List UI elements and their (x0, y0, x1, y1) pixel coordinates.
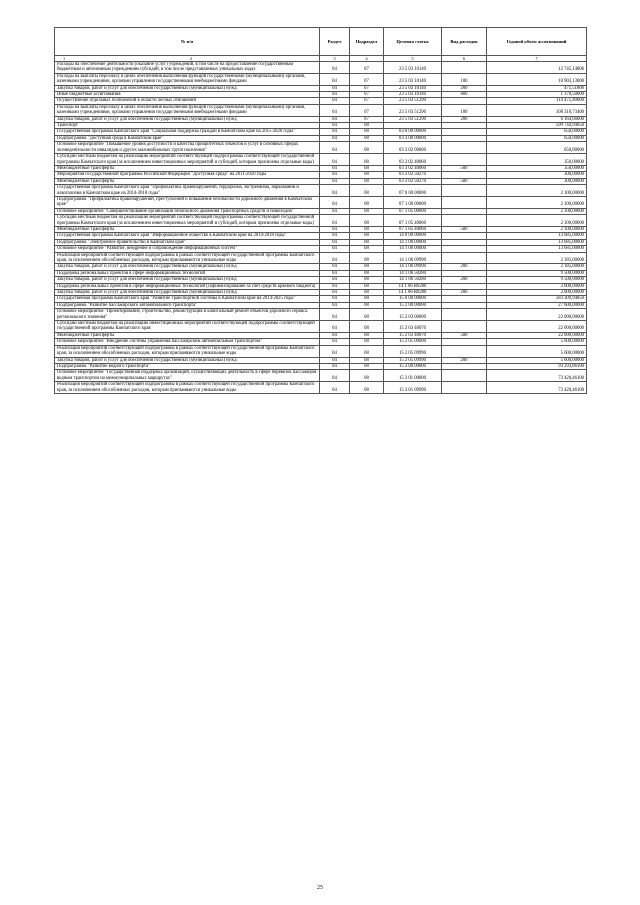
row-target-article: 23 5 03 10140 (384, 92, 442, 98)
row-amount: 27 600,00000 (487, 302, 587, 308)
row-expense-type (442, 382, 487, 394)
row-podrazdel: 08 (350, 208, 384, 214)
row-target-article: 15 2 03 40070 (384, 332, 442, 338)
row-expense-type (442, 321, 487, 333)
row-expense-type: 200 (442, 264, 487, 270)
row-target-article: 23 5 03 51290 (384, 104, 442, 116)
row-amount: 650,00000 (487, 135, 587, 141)
row-podrazdel: 08 (350, 296, 384, 302)
row-target-article: 07 0 00 00000 (384, 185, 442, 197)
row-podrazdel: 08 (350, 172, 384, 178)
row-target-article: 14 0 00 00000 (384, 233, 442, 239)
row-razdel: 04 (320, 165, 350, 171)
table-row (55, 321, 587, 333)
row-expense-type (442, 345, 487, 357)
row-amount: 2 185,00000 (487, 252, 587, 264)
row-name: Основное мероприятие "Развитие, внедрение и сопровождение информационных систем" (55, 246, 320, 252)
row-amount: 2 185,00000 (487, 264, 587, 270)
row-podrazdel: 08 (350, 264, 384, 270)
row-name: Реализация мероприятий соответствующей подпрограммы в рамках соответствующей государственной программы Камчатского края, за исключением обособленных расходов, которым присваиваются уникальные коды (55, 345, 320, 357)
row-target-article: 15 2 05 09990 (384, 345, 442, 357)
row-razdel: 04 (320, 135, 350, 141)
row-target-article: 03 3 02 00000 (384, 142, 442, 154)
row-podrazdel: 08 (350, 226, 384, 232)
row-expense-type: 200 (442, 357, 487, 363)
row-podrazdel: 08 (350, 357, 384, 363)
row-name: Расходы на обеспечение деятельности (оказание услуг) учреждений, в том числе на предоставление государственным бюджетным и автономным учреждениям субсидий, в том числе представляемых уникальных кодах (55, 62, 320, 74)
row-podrazdel: 08 (350, 277, 384, 283)
row-name: Закупка товаров, работ и услуг для обеспечения государственных (муниципальных) нужд (55, 116, 320, 122)
row-podrazdel: 07 (350, 62, 384, 74)
row-podrazdel: 08 (350, 196, 384, 208)
row-razdel: 04 (320, 290, 350, 296)
header-row (55, 28, 587, 56)
row-razdel: 04 (320, 185, 350, 197)
row-expense-type (442, 215, 487, 227)
row-podrazdel: 07 (350, 73, 384, 85)
row-name: Межбюджетные трансферты (55, 332, 320, 338)
row-amount: 9 500,00000 (487, 277, 587, 283)
row-razdel: 04 (320, 363, 350, 369)
row-name: Основное мероприятие "Государственная поддержка организаций, осуществляющих деятельность в сфере перевозок пассажиров водным транспортом на межмуниципальных маршрутах" (55, 370, 320, 382)
row-razdel: 04 (320, 129, 350, 135)
row-podrazdel: 08 (350, 123, 384, 129)
row-amount: 2 100,00000 (487, 185, 587, 197)
row-razdel: 04 (320, 302, 350, 308)
row-target-article: 23 5 03 10140 (384, 85, 442, 91)
row-name: Государственная программа Камчатского края "Развитие транспортной системы в Камчатском крае на 2014-2025 годы" (55, 296, 320, 302)
row-amount: 300,00000 (487, 178, 587, 184)
row-podrazdel: 07 (350, 85, 384, 91)
row-name: Государственная программа Камчатского края "Информационное общество в Камчатском крае на 2014-2018 годы" (55, 233, 320, 239)
row-expense-type: 100 (442, 73, 487, 85)
row-razdel: 04 (320, 370, 350, 382)
row-amount: 2 100,00000 (487, 208, 587, 214)
row-amount: 2 100,00000 (487, 226, 587, 232)
table-row (55, 215, 587, 227)
row-name: Расходы на выплаты персоналу в целях обеспечения выполнения функций государственными (муниципальными) органами, казенными учреждениями, органами управления государственными внебюджетными фондами (55, 104, 320, 116)
row-target-article: 14 1 06 09990 (384, 252, 442, 264)
row-name: Государственная программа Камчатского края "Социальная поддержка граждан в Камчатском крае на 2015-2020 годы" (55, 129, 320, 135)
row-amount: 13 685,00000 (487, 239, 587, 245)
row-target-article: 15 3 00 00000 (384, 363, 442, 369)
column-number: 3 (320, 56, 350, 62)
row-amount: 13 685,00000 (487, 246, 587, 252)
row-target-article: 15 3 01 00000 (384, 370, 442, 382)
row-podrazdel: 08 (350, 178, 384, 184)
row-name: Подпрограмма "Профилактика правонарушений, преступлений и повышение безопасности дорожного движения в Камчатском крае" (55, 196, 320, 208)
row-amount: 9 500,00000 (487, 270, 587, 276)
row-amount: 650,00000 (487, 142, 587, 154)
row-expense-type: 500 (442, 178, 487, 184)
row-expense-type: 100 (442, 104, 487, 116)
row-amount: 350,00000 (487, 165, 587, 171)
row-name: Государственная программа Камчатского края "Профилактика правонарушений, терроризма, экстремизма, наркомании и алкоголизма в Камчатском крае на 2014-2018 годы" (55, 185, 320, 197)
table-row (55, 62, 587, 74)
row-amount: 350,00000 (487, 154, 587, 166)
row-podrazdel: 08 (350, 283, 384, 289)
table-row (55, 370, 587, 382)
row-target-article: 14 1 06 50280 (384, 277, 442, 283)
row-name: Реализация мероприятий соответствующей подпрограммы в рамках соответствующей государственной программы Камчатского края, за исключением обособленных расходов, которым присваиваются уникальные коды (55, 252, 320, 264)
row-target-article: 15 2 00 00000 (384, 302, 442, 308)
row-razdel: 04 (320, 62, 350, 74)
row-target-article: 14 1 06 50280 (384, 270, 442, 276)
budget-table (54, 27, 587, 394)
table-row (55, 382, 587, 394)
header-target-article: Целевая статья (384, 28, 442, 56)
row-name: Расходы на выплаты персоналу в целях обеспечения выполнения функций государственными (муниципальными) органами, казенными учреждениями, органами управления государственными внебюджетными фондами (55, 73, 320, 85)
table-row (55, 196, 587, 208)
row-podrazdel: 08 (350, 142, 384, 154)
row-name: Подпрограмма "Развитие пассажирского автомобильного транспорта" (55, 302, 320, 308)
row-target-article: 03 3 00 00000 (384, 135, 442, 141)
row-name: Подпрограмма "Электронное правительство в Камчатском крае" (55, 239, 320, 245)
column-number: 7 (487, 56, 587, 62)
row-amount: 650,00000 (487, 129, 587, 135)
row-razdel: 04 (320, 98, 350, 104)
row-target-article: 23 5 03 51290 (384, 116, 442, 122)
row-target-article: 23 5 03 10140 (384, 73, 442, 85)
row-name: Закупка товаров, работ и услуг для обеспечения государственных (муниципальных) нужд (55, 85, 320, 91)
row-amount: 73 420,46100 (487, 382, 587, 394)
row-expense-type: 200 (442, 277, 487, 283)
row-razdel: 04 (320, 92, 350, 98)
row-expense-type: 800 (442, 92, 487, 98)
row-name: Поддержка региональных проектов в сфере информационных технологий (55, 270, 320, 276)
row-podrazdel: 08 (350, 165, 384, 171)
row-expense-type: 500 (442, 165, 487, 171)
row-podrazdel: 08 (350, 185, 384, 197)
row-name: Реализация мероприятий соответствующей подпрограммы в рамках соответствующей государственной программы Камчатского края, за исключением обособленных расходов, которым присваиваются уникальные коды (55, 382, 320, 394)
row-podrazdel: 08 (350, 363, 384, 369)
row-razdel: 04 (320, 233, 350, 239)
row-amount: 12 745,14806 (487, 62, 587, 74)
row-razdel: 04 (320, 345, 350, 357)
row-target-article: 14 1 06 09990 (384, 264, 442, 270)
row-name: Закупка товаров, работ и услуг для обеспечения государственных (муниципальных) нужд (55, 357, 320, 363)
row-razdel: 04 (320, 142, 350, 154)
row-podrazdel: 08 (350, 321, 384, 333)
row-target-article: 07 1 05 00000 (384, 208, 442, 214)
row-amount: 599 744,94850 (487, 123, 587, 129)
column-number: 4 (350, 56, 384, 62)
row-amount: 2 100,00000 (487, 196, 587, 208)
row-amount: 73 420,46100 (487, 370, 587, 382)
row-target-article: 14 1 06 R0280 (384, 283, 442, 289)
row-podrazdel: 08 (350, 382, 384, 394)
header-name: № п/п (55, 28, 320, 56)
row-name: Закупка товаров, работ и услуг для обеспечения государственных (муниципальных) нужд (55, 277, 320, 283)
row-podrazdel: 08 (350, 270, 384, 276)
row-expense-type (442, 185, 487, 197)
row-amount: 13 685,00000 (487, 233, 587, 239)
row-name: Осуществление отдельных полномочий в области лесных отношений (55, 98, 320, 104)
header-amount: Годовой объем ассигнований (487, 28, 587, 56)
row-target-article: 03 3 02 50270 (384, 178, 442, 184)
row-amount: 2 000,00000 (487, 290, 587, 296)
table-row (55, 73, 587, 85)
row-amount: 114 475,40000 (487, 98, 587, 104)
row-podrazdel: 08 (350, 252, 384, 264)
row-razdel: 04 (320, 123, 350, 129)
row-razdel: 04 (320, 104, 350, 116)
row-amount: 1 370,50000 (487, 92, 587, 98)
row-podrazdel: 08 (350, 154, 384, 166)
row-razdel: 04 (320, 172, 350, 178)
row-razdel: 04 (320, 270, 350, 276)
row-amount: 5 600,00000 (487, 357, 587, 363)
row-target-article: 14 1 06 00000 (384, 246, 442, 252)
row-name: Иные бюджетные ассигнования (55, 92, 320, 98)
column-number: 6 (442, 56, 487, 62)
row-target-article: 03 0 00 00000 (384, 129, 442, 135)
row-target-article: 07 1 05 40060 (384, 215, 442, 227)
row-podrazdel: 08 (350, 370, 384, 382)
row-razdel: 04 (320, 339, 350, 345)
row-amount: 471,51806 (487, 85, 587, 91)
row-razdel: 04 (320, 73, 350, 85)
row-razdel: 04 (320, 357, 350, 363)
header-razdel: Раздел (320, 28, 350, 56)
row-razdel: 04 (320, 154, 350, 166)
row-expense-type (442, 252, 487, 264)
row-expense-type: 500 (442, 332, 487, 338)
page-number: 25 (317, 885, 323, 891)
row-amount: 22 000,00000 (487, 309, 587, 321)
row-name: Закупка товаров, работ и услуг для обеспечения государственных (муниципальных) нужд (55, 264, 320, 270)
row-target-article: 03 3 02 50270 (384, 172, 442, 178)
row-amount: 108 310,73400 (487, 104, 587, 116)
row-expense-type (442, 142, 487, 154)
row-razdel: 04 (320, 116, 350, 122)
row-podrazdel: 08 (350, 290, 384, 296)
row-target-article: 15 2 03 40070 (384, 321, 442, 333)
row-name: Субсидии местным бюджетам на реализацию мероприятий соответствующей подпрограммы соответствующей государственной программы Камчатского края (за исключением инвестиционных мероприятий и субсидий, которым присвоены отдельные коды) (55, 154, 320, 166)
row-name: Поддержка региональных проектов в сфере информационных технологий (софинансирование за счет средств краевого бюджета) (55, 283, 320, 289)
row-podrazdel: 08 (350, 239, 384, 245)
row-target-article: 03 3 02 40060 (384, 154, 442, 166)
row-razdel: 04 (320, 215, 350, 227)
row-podrazdel: 08 (350, 233, 384, 239)
row-podrazdel: 07 (350, 116, 384, 122)
row-podrazdel: 08 (350, 135, 384, 141)
row-amount: 5 600,00000 (487, 345, 587, 357)
row-razdel: 04 (320, 321, 350, 333)
table-row (55, 252, 587, 264)
row-amount: 583 309,94850 (487, 296, 587, 302)
row-expense-type (442, 196, 487, 208)
row-amount: 93 293,86100 (487, 363, 587, 369)
row-target-article: 15 0 00 00000 (384, 296, 442, 302)
row-amount: 300,00000 (487, 172, 587, 178)
row-name: Межбюджетные трансферты (55, 165, 320, 171)
row-name: Основное мероприятие "Повышение уровня доступности и качества приоритетных объектов и услуг в основных сферах жизнедеятельности инвалидов и других маломобильных групп населения" (55, 142, 320, 154)
row-razdel: 04 (320, 264, 350, 270)
table-row (55, 142, 587, 154)
row-name: Межбюджетные трансферты (55, 226, 320, 232)
row-target-article: 15 3 01 09990 (384, 382, 442, 394)
row-expense-type (442, 62, 487, 74)
table-body (55, 62, 587, 394)
row-expense-type (442, 154, 487, 166)
row-razdel: 04 (320, 296, 350, 302)
row-amount: 2 100,00000 (487, 215, 587, 227)
row-name: Мероприятия государственной программы Российской Федерации "Доступная среда" на 2011-2020 годы (55, 172, 320, 178)
row-podrazdel: 08 (350, 246, 384, 252)
row-name: Основное мероприятие "Внедрение системы управления пассажирским автомобильным транспортом" (55, 339, 320, 345)
row-target-article: 23 5 03 10140 (384, 62, 442, 74)
row-razdel: 04 (320, 332, 350, 338)
row-target-article: 14 1 06 R0280 (384, 290, 442, 296)
row-podrazdel: 08 (350, 309, 384, 321)
row-name: Транспорт (55, 123, 320, 129)
row-amount: 2 000,00000 (487, 283, 587, 289)
column-number: 1 2 (55, 56, 320, 62)
row-expense-type: 200 (442, 290, 487, 296)
row-razdel: 04 (320, 226, 350, 232)
row-name: Субсидии местным бюджетам на реализацию мероприятий соответствующей подпрограммы соответствующей государственной программы Камчатского края (за исключением инвестиционных мероприятий и субсидий, которым присвоены отдельные коды) (55, 215, 320, 227)
table-row (55, 345, 587, 357)
row-name: Субсидии местным бюджетам на реализацию инвестиционных мероприятий соответствующей подпрограммы соответствующей государственной программы Камчатского края (55, 321, 320, 333)
row-target-article: 15 2 05 00000 (384, 339, 442, 345)
row-razdel: 04 (320, 309, 350, 321)
row-podrazdel: 08 (350, 345, 384, 357)
row-razdel: 04 (320, 178, 350, 184)
row-amount: 22 000,00000 (487, 332, 587, 338)
row-podrazdel: 08 (350, 332, 384, 338)
header-podrazdel: Подраздел (350, 28, 384, 56)
row-podrazdel: 07 (350, 104, 384, 116)
row-podrazdel: 08 (350, 215, 384, 227)
row-amount: 6 164,66600 (487, 116, 587, 122)
table-row (55, 185, 587, 197)
row-podrazdel: 08 (350, 129, 384, 135)
row-target-article: 07 1 00 00000 (384, 196, 442, 208)
row-razdel: 04 (320, 246, 350, 252)
row-target-article: 15 2 03 00000 (384, 309, 442, 321)
table-row (55, 104, 587, 116)
row-name: Подпрограмма "Развитие водного транспорта" (55, 363, 320, 369)
row-podrazdel: 08 (350, 302, 384, 308)
row-razdel: 04 (320, 252, 350, 264)
row-target-article: 23 5 03 51290 (384, 98, 442, 104)
row-podrazdel: 07 (350, 98, 384, 104)
row-podrazdel: 07 (350, 92, 384, 98)
row-target-article: 03 3 02 40060 (384, 165, 442, 171)
row-razdel: 04 (320, 277, 350, 283)
table-row (55, 154, 587, 166)
row-razdel: 04 (320, 382, 350, 394)
column-number: 5 (384, 56, 442, 62)
row-expense-type (442, 309, 487, 321)
row-name: Межбюджетные трансферты (55, 178, 320, 184)
row-target-article: 15 2 05 09990 (384, 357, 442, 363)
row-name: Закупка товаров, работ и услуг для обеспечения государственных (муниципальных) нужд (55, 290, 320, 296)
row-razdel: 04 (320, 196, 350, 208)
row-razdel: 04 (320, 208, 350, 214)
row-expense-type: 500 (442, 226, 487, 232)
table-row (55, 309, 587, 321)
row-amount: 10 903,13000 (487, 73, 587, 85)
row-expense-type (442, 370, 487, 382)
row-name: Подпрограмма "Доступная среда в Камчатском крае" (55, 135, 320, 141)
row-amount: 22 000,00000 (487, 321, 587, 333)
row-razdel: 04 (320, 283, 350, 289)
row-target-article: 07 1 05 40060 (384, 226, 442, 232)
row-expense-type: 200 (442, 116, 487, 122)
row-razdel: 04 (320, 85, 350, 91)
row-expense-type: 200 (442, 85, 487, 91)
header-expense-type: Вид расходов (442, 28, 487, 56)
row-name: Основное мероприятие "Совершенствование организации безопасного движения транспортных средств и пешеходов" (55, 208, 320, 214)
row-razdel: 04 (320, 239, 350, 245)
row-podrazdel: 08 (350, 339, 384, 345)
row-amount: 5 600,00000 (487, 339, 587, 345)
row-name: Основное мероприятие "Проектирование, строительство, реконструкция и капитальный ремонт объектов дорожного сервиса регионального значения" (55, 309, 320, 321)
row-target-article: 14 1 00 00000 (384, 239, 442, 245)
